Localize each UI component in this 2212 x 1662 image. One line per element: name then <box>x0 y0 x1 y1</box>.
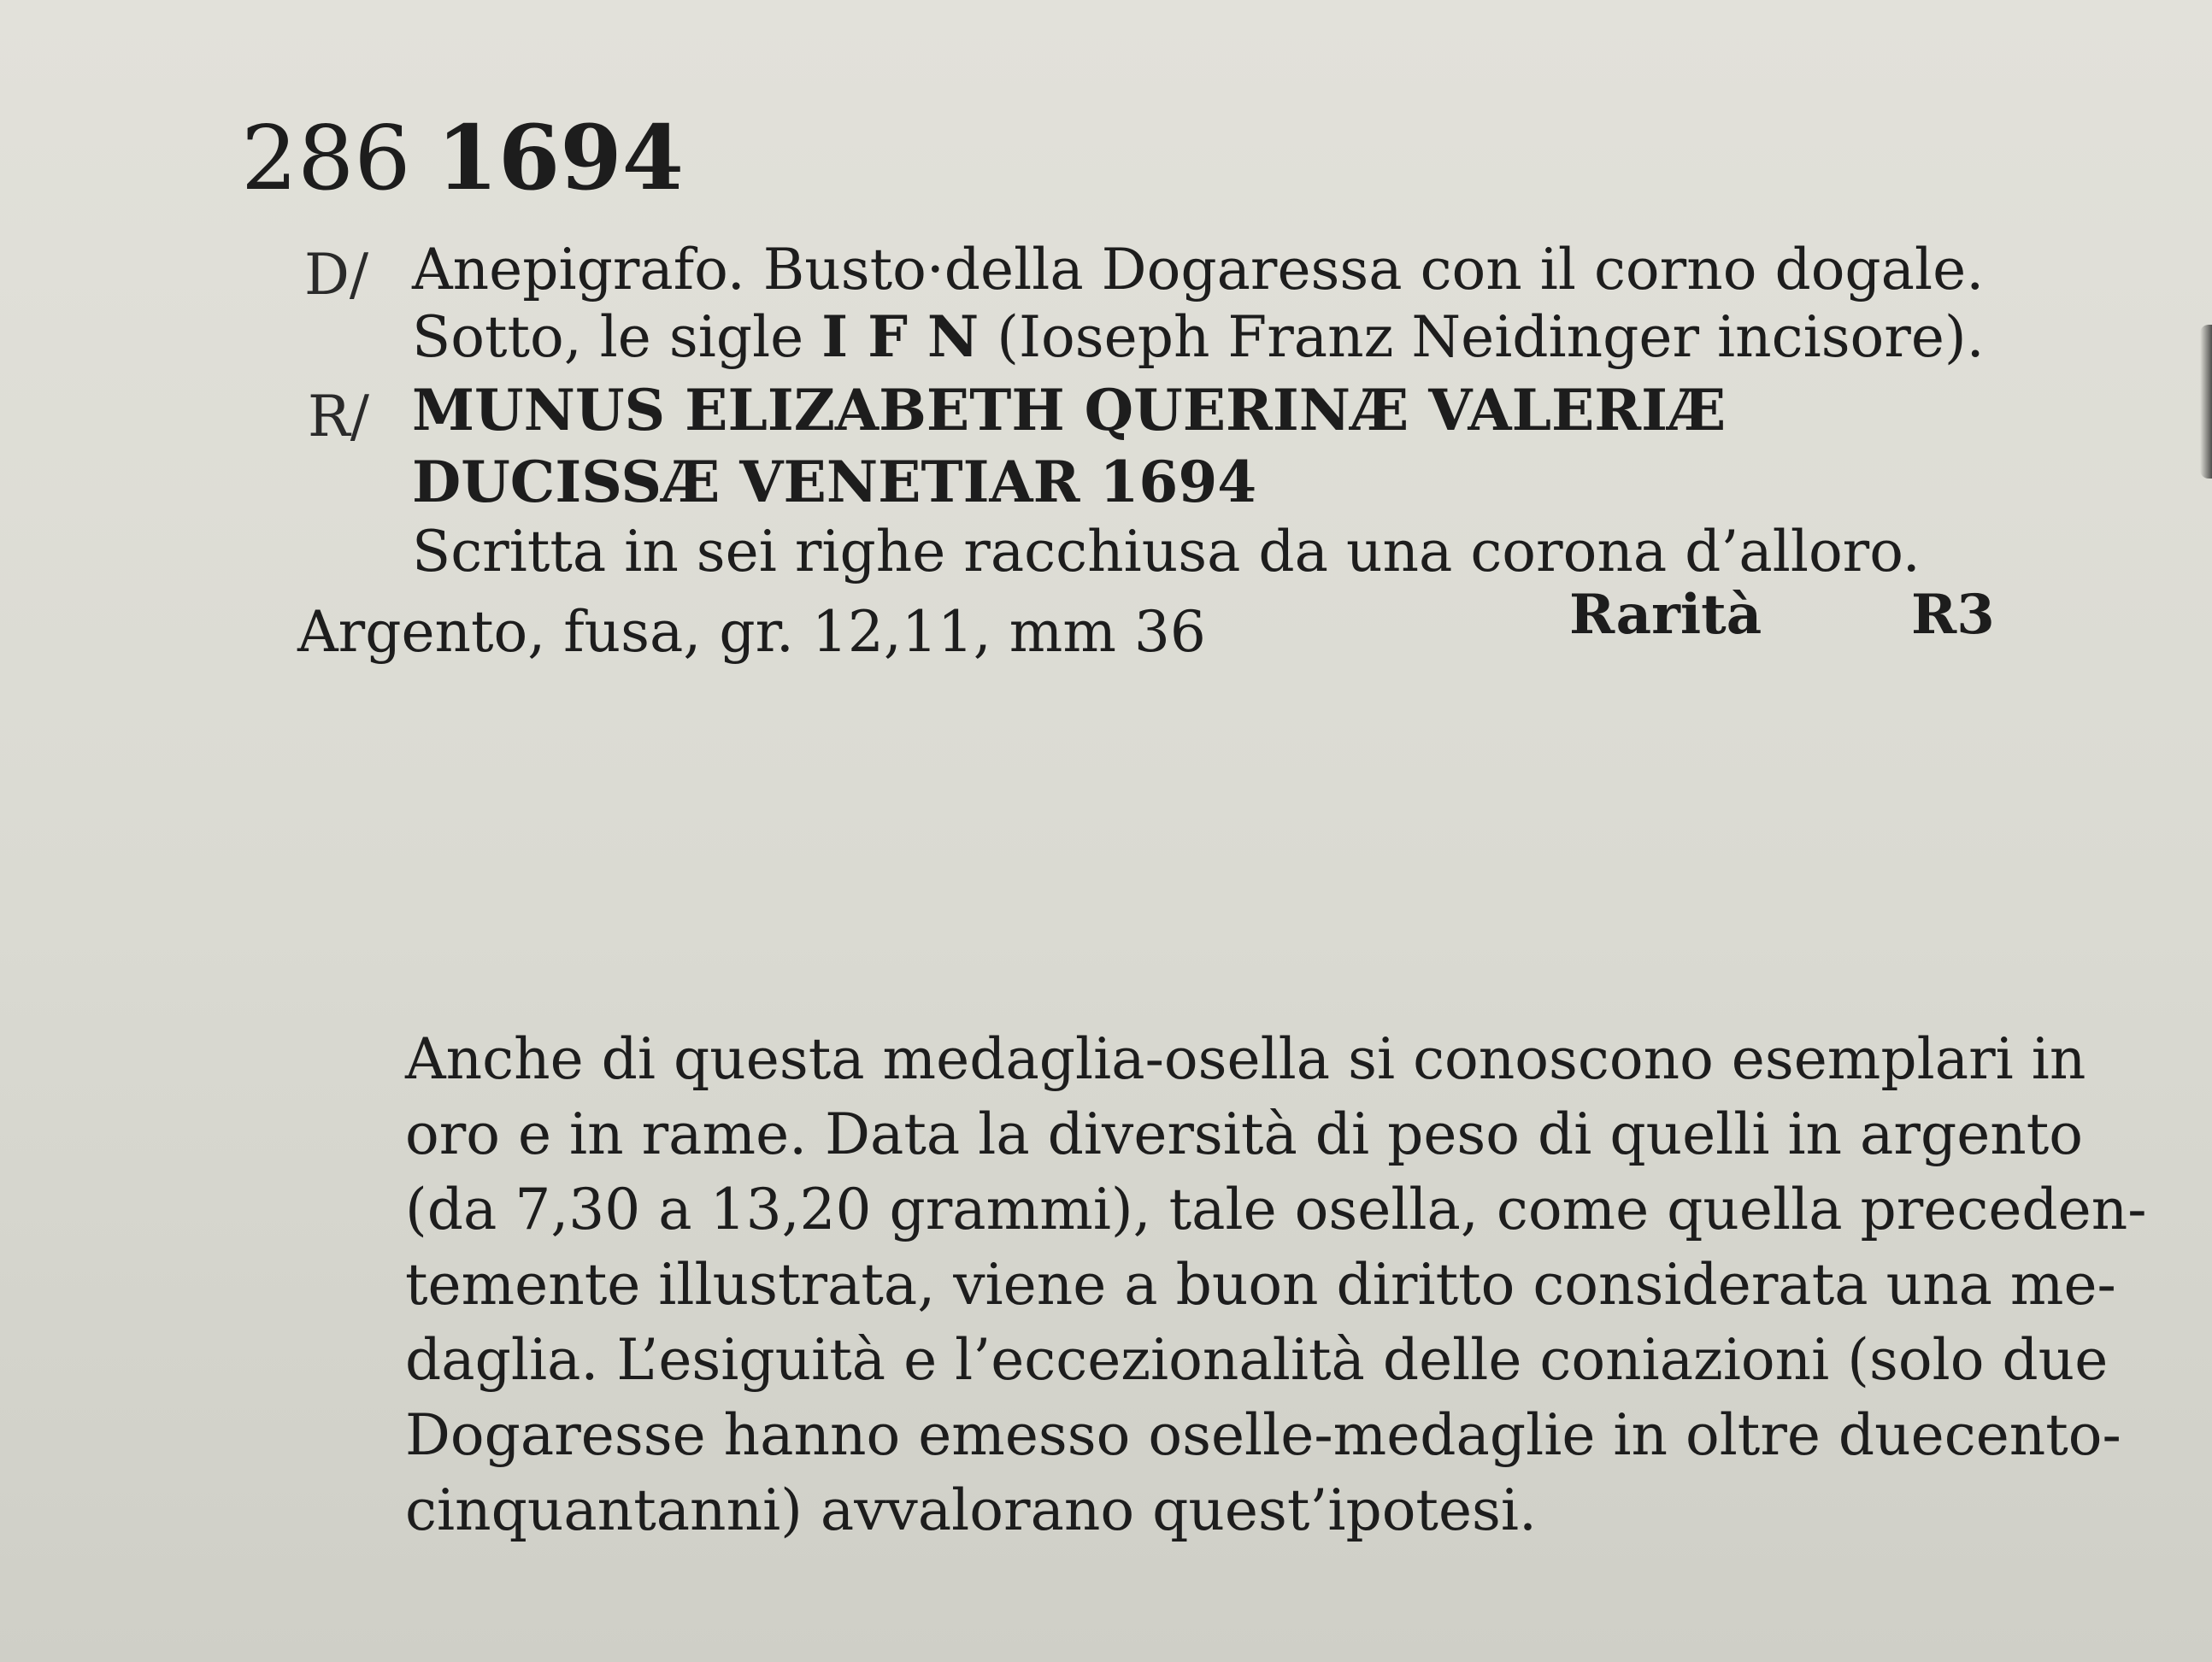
entry-year: 1694 <box>436 105 684 210</box>
commentary-line: daglia. L’esiguità e l’eccezionalità delle coniazioni (solo due <box>405 1327 2109 1393</box>
page-edge-shadow <box>2200 325 2212 479</box>
commentary-line: cinquantanni) avvalorano quest’ipotesi. <box>405 1477 1537 1543</box>
reverse-inscription-line-2: DUCISSÆ VENETIAR 1694 <box>412 449 1257 515</box>
entry-number: 286 <box>241 106 411 210</box>
obverse-line-2-pre: Sotto, le sigle <box>412 304 822 370</box>
material-details: Argento, fusa, gr. 12,11, mm 36 <box>297 599 1206 665</box>
commentary-paragraph <box>405 1022 2147 1548</box>
reverse-description: Scritta in sei righe racchiusa da una corona d’alloro. <box>412 519 1921 584</box>
rarity-value: R3 <box>1911 583 1995 647</box>
commentary-line: Anche di questa medaglia-osella si conoscono esemplari in <box>405 1026 2086 1092</box>
rarity-label: Rarità <box>1569 583 1762 647</box>
engraver-initials: I F N <box>821 303 980 370</box>
obverse-line-2-post: (Ioseph Franz Neidinger incisore). <box>979 304 1985 370</box>
reverse-label: R/ <box>308 384 369 449</box>
obverse-line-1: Anepigrafo. Busto·della Dogaressa con il corno dogale. <box>412 237 1985 302</box>
commentary-line: (da 7,30 a 13,20 grammi), tale osella, come quella preceden- <box>405 1177 2147 1242</box>
obverse-line-2 <box>412 302 1985 372</box>
reverse-inscription-line-1: MUNUS ELIZABETH QUERINÆ VALERIÆ <box>412 377 1727 443</box>
obverse-label: D/ <box>304 242 369 308</box>
commentary-line: Dogaresse hanno emesso oselle-medaglie in oltre duecento- <box>405 1402 2121 1468</box>
entry-heading <box>241 103 684 214</box>
commentary-line: temente illustrata, viene a buon diritto considerata una me- <box>405 1252 2116 1318</box>
commentary-line: oro e in rame. Data la diversità di peso di quelli in argento <box>405 1101 2084 1167</box>
